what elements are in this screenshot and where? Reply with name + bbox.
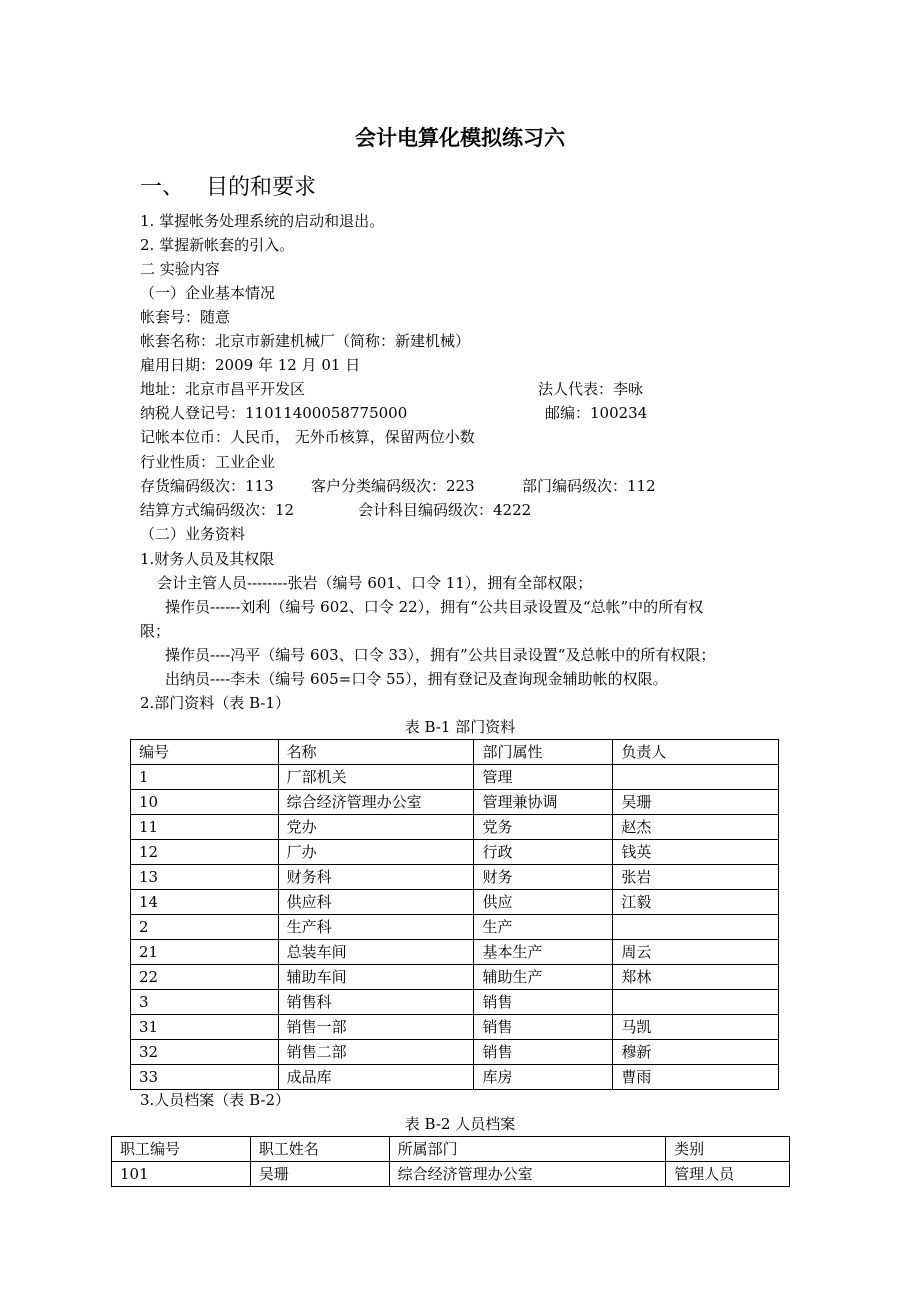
table-cell: 库房	[474, 1065, 613, 1090]
postcode: 邮编：100234	[545, 404, 648, 422]
table-cell: 周云	[613, 940, 779, 965]
requirement-2: 2. 掌握新帐套的引入。	[140, 236, 295, 254]
table-cell: 党务	[474, 815, 613, 840]
address: 地址：北京市昌平开发区	[140, 380, 306, 398]
table-cell: 郑林	[613, 965, 779, 990]
table-cell: 财务	[474, 865, 613, 890]
table-cell: 总装车间	[278, 940, 474, 965]
table-cell	[613, 765, 779, 790]
table-cell: 厂办	[278, 840, 474, 865]
personnel-heading: 3.人员档案（表 B-2）	[140, 1091, 290, 1109]
table-row	[131, 890, 779, 915]
table-cell	[613, 915, 779, 940]
table-header-cell: 编号	[131, 740, 279, 765]
table-cell: 江毅	[613, 890, 779, 915]
table-cell: 12	[131, 840, 279, 865]
table-cell: 101	[112, 1162, 251, 1187]
department-coding-level: 部门编码级次：112	[522, 477, 656, 495]
table-header-cell: 名称	[278, 740, 474, 765]
table-cell	[613, 990, 779, 1015]
section-heading-2: 二 实验内容	[140, 260, 220, 278]
account-coding-level: 会计科目编码级次：4222	[358, 501, 532, 519]
table-cell: 辅助生产	[474, 965, 613, 990]
account-name: 帐套名称：北京市新建机械厂（简称：新建机械）	[140, 332, 471, 350]
staff-line-1: 会计主管人员--------张岩（编号 601、口令 11），拥有全部权限；	[157, 574, 593, 592]
table-cell: 供应科	[278, 890, 474, 915]
staff-line-2: 操作员------刘利（编号 602、口令 22），拥有“公共目录设置及“总帐”中的所有权	[165, 598, 704, 616]
table-row	[131, 815, 779, 840]
section-heading-1	[140, 170, 316, 201]
table-row	[131, 765, 779, 790]
table-cell: 财务科	[278, 865, 474, 890]
table-cell: 21	[131, 940, 279, 965]
table-cell: 销售科	[278, 990, 474, 1015]
inventory-coding-level: 存货编码级次：113	[140, 477, 274, 495]
table-header-row	[131, 740, 779, 765]
table-cell: 销售一部	[278, 1015, 474, 1040]
table-cell: 11	[131, 815, 279, 840]
table-cell: 1	[131, 765, 279, 790]
table-cell: 10	[131, 790, 279, 815]
section-number: 一、	[140, 175, 185, 200]
table-row	[131, 1065, 779, 1090]
table-cell: 赵杰	[613, 815, 779, 840]
table-cell: 厂部机关	[278, 765, 474, 790]
table-header-cell: 职工姓名	[250, 1137, 389, 1162]
industry-type: 行业性质：工业企业	[140, 453, 276, 471]
table-header-cell: 负责人	[613, 740, 779, 765]
table-cell: 曹雨	[613, 1065, 779, 1090]
table-cell: 张岩	[613, 865, 779, 890]
table-cell: 基本生产	[474, 940, 613, 965]
table-row	[131, 990, 779, 1015]
table-cell: 22	[131, 965, 279, 990]
table-cell: 31	[131, 1015, 279, 1040]
table-header-cell: 所属部门	[389, 1137, 666, 1162]
table-cell: 33	[131, 1065, 279, 1090]
table-row	[131, 840, 779, 865]
table-cell: 3	[131, 990, 279, 1015]
personnel-table	[111, 1136, 790, 1187]
table-row	[131, 1040, 779, 1065]
tax-number: 纳税人登记号：11011400058775000	[140, 404, 408, 422]
table-row	[131, 940, 779, 965]
table-cell: 32	[131, 1040, 279, 1065]
table-cell: 马凯	[613, 1015, 779, 1040]
table-cell: 生产科	[278, 915, 474, 940]
table-cell: 钱英	[613, 840, 779, 865]
staff-line-2-wrap: 限；	[140, 622, 171, 640]
table-cell: 穆新	[613, 1040, 779, 1065]
department-table	[130, 739, 779, 1090]
table-row	[112, 1162, 790, 1187]
table-cell: 管理兼协调	[474, 790, 613, 815]
table-cell: 管理	[474, 765, 613, 790]
page-title: 会计电算化模拟练习六	[355, 126, 565, 150]
table-cell: 综合经济管理办公室	[389, 1162, 666, 1187]
table-header-cell: 部门属性	[474, 740, 613, 765]
table-cell: 生产	[474, 915, 613, 940]
table-cell: 综合经济管理办公室	[278, 790, 474, 815]
customer-coding-level: 客户分类编码级次：223	[311, 477, 475, 495]
table-header-cell: 职工编号	[112, 1137, 251, 1162]
table-cell: 销售二部	[278, 1040, 474, 1065]
table-cell: 13	[131, 865, 279, 890]
table-cell: 销售	[474, 1040, 613, 1065]
base-currency: 记帐本位币：人民币， 无外币核算，保留两位小数	[140, 428, 475, 446]
table-row	[131, 1015, 779, 1040]
staff-line-3: 操作员----冯平（编号 603、口令 33），拥有”公共目录设置“及总帐中的所有权限；	[165, 646, 716, 664]
table-row	[131, 915, 779, 940]
department-table-caption: 表 B-1 部门资料	[404, 718, 516, 736]
table-row	[131, 790, 779, 815]
personnel-table-caption: 表 B-2 人员档案	[404, 1115, 516, 1133]
settlement-coding-level: 结算方式编码级次：12	[140, 501, 295, 519]
table-header-row	[112, 1137, 790, 1162]
requirement-1: 1. 掌握帐务处理系统的启动和退出。	[140, 212, 385, 230]
table-cell: 成品库	[278, 1065, 474, 1090]
table-cell: 行政	[474, 840, 613, 865]
table-cell: 2	[131, 915, 279, 940]
table-cell: 辅助车间	[278, 965, 474, 990]
enable-date: 雇用日期：2009 年 12 月 01 日	[140, 356, 361, 374]
account-number: 帐套号：随意	[140, 308, 231, 326]
section-title: 目的和要求	[206, 175, 317, 200]
table-row	[131, 865, 779, 890]
department-heading: 2.部门资料（表 B-1）	[140, 694, 290, 712]
table-cell: 供应	[474, 890, 613, 915]
table-cell: 销售	[474, 1015, 613, 1040]
subsection-heading-1: （一）企业基本情况	[140, 284, 276, 302]
table-cell: 吴珊	[250, 1162, 389, 1187]
staff-heading: 1.财务人员及其权限	[140, 550, 275, 568]
table-header-cell: 类别	[666, 1137, 790, 1162]
subsection-heading-2: （二）业务资料	[140, 525, 246, 543]
table-cell: 管理人员	[666, 1162, 790, 1187]
table-cell: 14	[131, 890, 279, 915]
table-cell: 销售	[474, 990, 613, 1015]
legal-representative: 法人代表：李咏	[538, 380, 644, 398]
table-cell: 党办	[278, 815, 474, 840]
table-cell: 吴珊	[613, 790, 779, 815]
table-row	[131, 965, 779, 990]
staff-line-4: 出纳员----李未（编号 605=口令 55），拥有登记及查询现金辅助帐的权限。	[165, 670, 668, 688]
